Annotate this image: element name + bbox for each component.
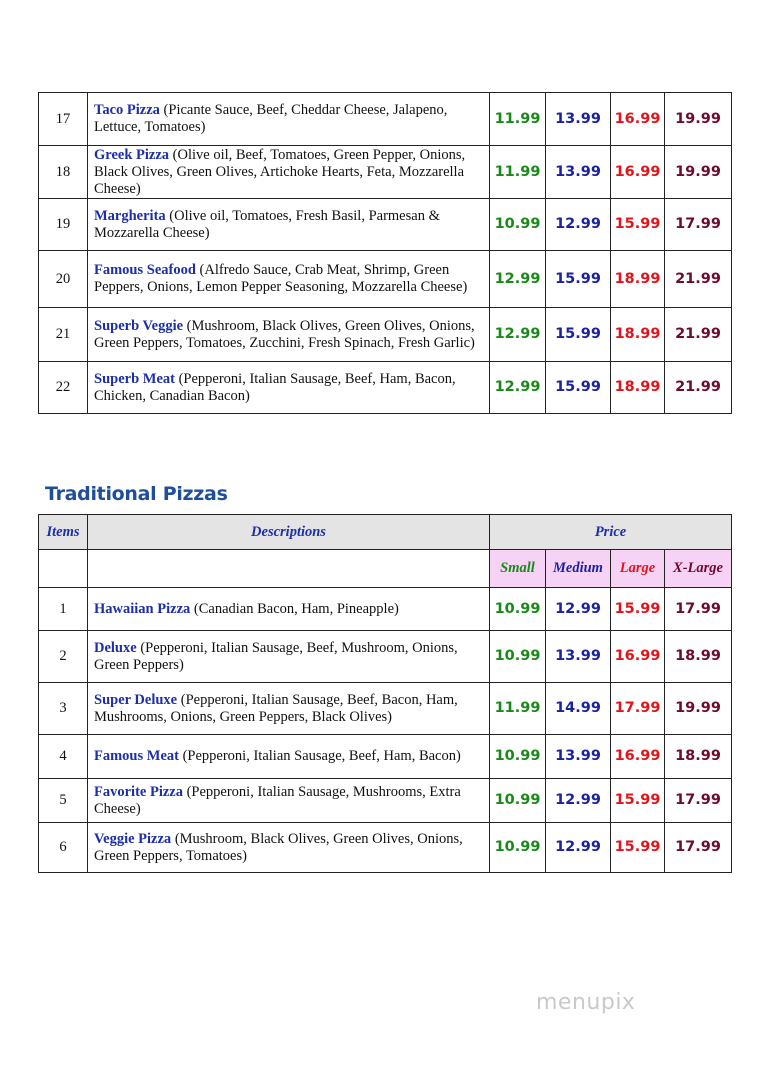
item-number: 21: [39, 308, 88, 362]
table-row: [39, 199, 732, 251]
price-large: 15.99: [611, 199, 665, 251]
price-medium: 12.99: [546, 199, 611, 251]
price-xlarge: 21.99: [665, 251, 732, 308]
pizza-ingredients: (Picante Sauce, Beef, Cheddar Cheese, Jalapeno, Lettuce, Tomatoes): [94, 102, 448, 135]
price-medium: 12.99: [546, 823, 611, 873]
price-large: 16.99: [611, 93, 665, 146]
item-number: 22: [39, 362, 88, 414]
pizza-name: Hawaiian Pizza: [94, 600, 191, 617]
size-xlarge-label: X-Large: [665, 550, 732, 588]
section-title: Traditional Pizzas: [45, 483, 228, 505]
pizza-name: Favorite Pizza: [94, 783, 183, 800]
pizza-ingredients: (Mushroom, Black Olives, Green Olives, Onions, Green Peppers, Tomatoes): [94, 830, 463, 864]
item-description: [88, 251, 490, 308]
price-xlarge: 21.99: [665, 308, 732, 362]
price-xlarge: 19.99: [665, 93, 732, 146]
size-large-label: Large: [611, 550, 665, 588]
price-small: 12.99: [490, 362, 546, 414]
price-xlarge: 17.99: [665, 823, 732, 873]
price-xlarge: 18.99: [665, 735, 732, 779]
price-large: 16.99: [611, 735, 665, 779]
price-large: 16.99: [611, 146, 665, 199]
item-description: [88, 362, 490, 414]
watermark-logo: menupix: [536, 990, 636, 1015]
pizza-name: Superb Veggie: [94, 317, 184, 334]
item-number: 2: [39, 631, 88, 683]
pizza-ingredients: (Canadian Bacon, Ham, Pineapple): [190, 600, 399, 617]
price-xlarge: 17.99: [665, 779, 732, 823]
price-medium: 14.99: [546, 683, 611, 735]
price-medium: 15.99: [546, 362, 611, 414]
pizza-name: Deluxe: [94, 639, 137, 656]
item-description: [88, 146, 490, 199]
item-number: 17: [39, 93, 88, 146]
item-description: [88, 93, 490, 146]
pizza-name: Veggie Pizza: [94, 830, 172, 847]
price-large: 18.99: [611, 251, 665, 308]
price-xlarge: 19.99: [665, 146, 732, 199]
empty-cell: [39, 550, 88, 588]
item-number: 20: [39, 251, 88, 308]
table-row: [39, 631, 732, 683]
price-large: 18.99: [611, 362, 665, 414]
price-small: 11.99: [490, 93, 546, 146]
price-small: 10.99: [490, 588, 546, 631]
pizza-name: Famous Meat: [94, 748, 179, 764]
price-small: 11.99: [490, 683, 546, 735]
item-number: 1: [39, 588, 88, 631]
table-row: [39, 683, 732, 735]
price-xlarge: 18.99: [665, 631, 732, 683]
item-description: [88, 308, 490, 362]
table-row: [39, 93, 732, 146]
price-small: 10.99: [490, 779, 546, 823]
price-large: 15.99: [611, 779, 665, 823]
pizza-ingredients: (Pepperoni, Italian Sausage, Beef, Ham, Bacon, Chicken, Canadian Bacon): [94, 370, 456, 404]
pizza-name: Margherita: [94, 207, 166, 224]
traditional-pizza-table: [38, 514, 732, 873]
item-number: 18: [39, 146, 88, 199]
price-small: 10.99: [490, 735, 546, 779]
price-small: 10.99: [490, 199, 546, 251]
specialty-pizza-table: [38, 92, 732, 414]
price-xlarge: 19.99: [665, 683, 732, 735]
header-items: Items: [39, 515, 88, 550]
price-medium: 15.99: [546, 251, 611, 308]
table-row: [39, 735, 732, 779]
price-xlarge: 17.99: [665, 199, 732, 251]
empty-cell: [88, 550, 490, 588]
price-xlarge: 17.99: [665, 588, 732, 631]
price-medium: 15.99: [546, 308, 611, 362]
price-xlarge: 21.99: [665, 362, 732, 414]
price-medium: 12.99: [546, 779, 611, 823]
header-price: Price: [490, 515, 732, 550]
price-large: 15.99: [611, 588, 665, 631]
price-small: 12.99: [490, 251, 546, 308]
price-large: 18.99: [611, 308, 665, 362]
item-description: [88, 199, 490, 251]
item-description: [88, 735, 490, 779]
size-medium-label: Medium: [546, 550, 611, 588]
item-number: 19: [39, 199, 88, 251]
item-description: [88, 779, 490, 823]
pizza-name: Taco Pizza: [94, 102, 160, 118]
item-description: [88, 683, 490, 735]
pizza-ingredients: (Pepperoni, Italian Sausage, Beef, Bacon, Ham, Mushrooms, Onions, Green Peppers, Black Olives): [94, 691, 458, 725]
pizza-name: Famous Seafood: [94, 262, 196, 278]
pizza-ingredients: (Pepperoni, Italian Sausage, Beef, Ham, Bacon): [178, 748, 461, 764]
item-number: 3: [39, 683, 88, 735]
price-large: 15.99: [611, 823, 665, 873]
item-number: 6: [39, 823, 88, 873]
pizza-ingredients: (Pepperoni, Italian Sausage, Mushrooms, Extra Cheese): [94, 783, 461, 817]
price-small: 11.99: [490, 146, 546, 199]
price-large: 16.99: [611, 631, 665, 683]
price-small: 10.99: [490, 823, 546, 873]
pizza-name: Super Deluxe: [94, 691, 178, 708]
pizza-ingredients: (Olive oil, Beef, Tomatoes, Green Pepper, Onions, Black Olives, Green Olives, Artichoke Hearts, Feta, Mozzarella Cheese): [94, 146, 466, 197]
pizza-ingredients: (Olive oil, Tomatoes, Fresh Basil, Parmesan & Mozzarella Cheese): [94, 207, 440, 241]
size-small-label: Small: [490, 550, 546, 588]
table-row: [39, 823, 732, 873]
item-description: [88, 631, 490, 683]
price-small: 12.99: [490, 308, 546, 362]
price-large: 17.99: [611, 683, 665, 735]
price-medium: 12.99: [546, 588, 611, 631]
pizza-name: Greek Pizza: [94, 146, 170, 163]
table-row: [39, 362, 732, 414]
item-description: [88, 823, 490, 873]
price-small: 10.99: [490, 631, 546, 683]
table-row: [39, 779, 732, 823]
table-row: [39, 251, 732, 308]
item-number: 4: [39, 735, 88, 779]
pizza-ingredients: (Pepperoni, Italian Sausage, Beef, Mushroom, Onions, Green Peppers): [94, 639, 458, 673]
size-header-row: [39, 550, 732, 588]
table-row: [39, 308, 732, 362]
item-description: [88, 588, 490, 631]
price-medium: 13.99: [546, 735, 611, 779]
price-medium: 13.99: [546, 631, 611, 683]
price-medium: 13.99: [546, 146, 611, 199]
item-number: 5: [39, 779, 88, 823]
pizza-ingredients: (Mushroom, Black Olives, Green Olives, Onions, Green Peppers, Tomatoes, Zucchini, Fresh Spinach, Fresh Garlic): [94, 317, 475, 351]
pizza-ingredients: (Alfredo Sauce, Crab Meat, Shrimp, Green Peppers, Onions, Lemon Pepper Seasoning, Mozzarella Cheese): [94, 262, 468, 295]
table-header-row: [39, 515, 732, 550]
price-medium: 13.99: [546, 93, 611, 146]
table-row: [39, 146, 732, 199]
table-row: [39, 588, 732, 631]
header-descriptions: Descriptions: [88, 515, 490, 550]
pizza-name: Superb Meat: [94, 370, 175, 387]
